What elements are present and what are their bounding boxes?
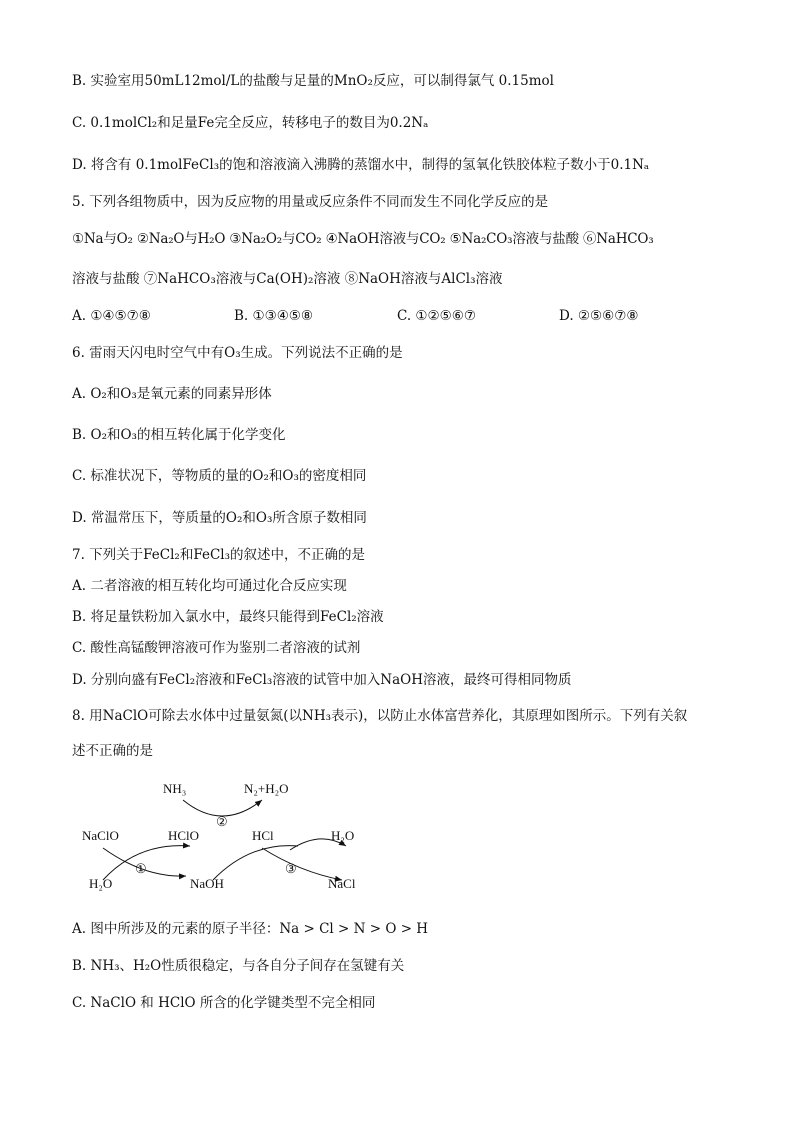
q5-items-line1: ①Na与O₂ ②Na₂O与H₂O ③Na₂O₂与CO₂ ④NaOH溶液与CO₂ ⑤Na₂CO₃溶液与盐酸 ⑥NaHCO₃ [72,231,654,247]
arrow-step3-product [262,848,342,880]
arrow-h2o-out [290,839,346,850]
q5-items-line2: 溶液与盐酸 ⑦NaHCO₃溶液与Ca(OH)₂溶液 ⑧NaOH溶液与AlCl₃溶液 [72,271,503,287]
q7-option-d: D. 分别向盛有FeCl₂溶液和FeCl₃溶液的试管中加入NaOH溶液，最终可得相同物质 [72,672,572,688]
arrow-step2 [183,800,262,816]
diagram-h2o-left: H₂O [89,876,113,891]
q8-option-c: C. NaClO 和 HClO 所含的化学键类型不完全相同 [72,995,376,1011]
diagram-step3: ③ [285,861,297,876]
q8-stem-line2: 述不正确的是 [72,743,153,759]
diagram-step2: ② [216,814,228,829]
line-q4-d: D. 将含有 0.1molFeCl₃的饱和溶液滴入沸腾的蒸馏水中，制得的氢氧化铁胶体粒子数小于0.1Nₐ [72,157,650,173]
q5-stem: 5. 下列各组物质中，因为反应物的用量或反应条件不同而发生不同化学反应的是 [72,194,549,210]
q8-stem-line1: 8. 用NaClO可除去水体中过量氨氮(以NH₃表示)，以防止水体富营养化，其原理如图所示。下列有关叙 [72,708,688,724]
q6-option-d: D. 常温常压下，等质量的O₂和O₃所含原子数相同 [72,510,367,526]
q5-option-a: A. ①④⑤⑦⑧ [72,308,151,324]
q6-option-c: C. 标准状况下，等物质的量的O₂和O₃的密度相同 [72,468,367,484]
q7-option-c: C. 酸性高锰酸钾溶液可作为鉴别二者溶液的试剂 [72,640,361,656]
q6-option-b: B. O₂和O₃的相互转化属于化学变化 [72,427,286,443]
diagram-naoh: NaOH [190,876,224,891]
line-q4-c: C. 0.1molCl₂和足量Fe完全反应，转移电子的数目为0.2Nₐ [72,115,429,131]
q7-stem: 7. 下列关于FeCl₂和FeCl₃的叙述中，不正确的是 [72,547,366,563]
q6-stem: 6. 雷雨天闪电时空气中有O₃生成。下列说法不正确的是 [72,345,403,361]
q8-option-b: B. NH₃、H₂O性质很稳定，与各自分子间存在氢键有关 [72,958,405,974]
arrow-step1 [103,846,190,880]
q7-option-a: A. 二者溶液的相互转化均可通过化合反应实现 [72,578,347,594]
q5-option-d: D. ②⑤⑥⑦⑧ [559,308,639,324]
arrow-step3 [213,846,298,880]
diagram-hcl: HCl [252,828,274,843]
q5-option-b: B. ①③④⑤⑧ [234,308,314,324]
diagram-nacl: NaCl [328,876,356,891]
q6-option-a: A. O₂和O₃是氧元素的同素异形体 [72,386,272,402]
diagram-naclo: NaClO [82,828,119,843]
line-q4-b: B. 实验室用50mL12mol/L的盐酸与足量的MnO₂反应，可以制得氯气 0.15mol [72,73,554,89]
diagram-step1: ① [135,861,147,876]
diagram-n2-h2o: N₂+H₂O [244,781,289,796]
diagram-h2o-right: H₂O [331,828,355,843]
q7-option-b: B. 将足量铁粉加入氯水中，最终只能得到FeCl₂溶液 [72,609,384,625]
q8-option-a: A. 图中所涉及的元素的原子半径：Na > Cl > N > O > H [72,921,429,937]
arrow-step1-lower [103,848,186,876]
diagram-hclo: HClO [168,828,200,843]
diagram-nh3: NH₃ [163,781,187,796]
q5-option-c: C. ①②⑤⑥⑦ [397,308,476,324]
